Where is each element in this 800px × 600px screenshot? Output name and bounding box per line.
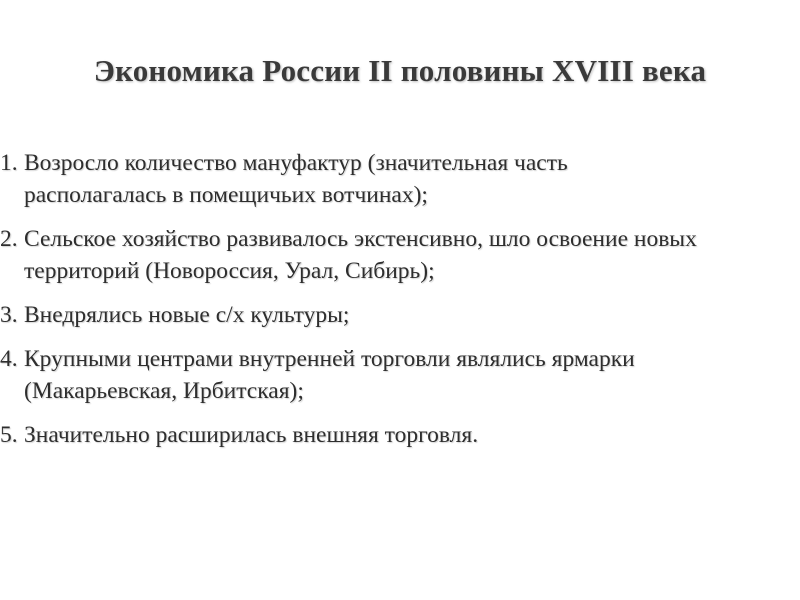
list-item	[0, 343, 760, 407]
list-item-number: 4.	[0, 346, 18, 372]
list-item	[0, 299, 760, 331]
list-item-text: Сельское хозяйство развивалось экстенсивно, шло освоение новых территорий (Новороссия, Урал, Сибирь);	[24, 226, 697, 284]
list-item	[0, 223, 760, 287]
slide-title: Экономика России II половины XVIII века	[93, 53, 707, 88]
list-item-number: 2.	[0, 226, 18, 252]
list-item-text: Внедрялись новые с/х культуры;	[24, 302, 350, 328]
list-item-number: 5.	[0, 422, 18, 448]
economy-points-list	[0, 147, 760, 463]
list-item-text: Возросло количество мануфактур (значительная часть располагалась в помещичьих вотчинах);	[24, 150, 568, 208]
list-item-number: 3.	[0, 302, 18, 328]
list-item-text: Значительно расширилась внешняя торговля.	[24, 422, 479, 448]
list-item	[0, 147, 760, 211]
list-item-text: Крупными центрами внутренней торговли являлись ярмарки (Макарьевская, Ирбитская);	[24, 346, 635, 404]
list-item	[0, 419, 760, 451]
list-item-number: 1.	[0, 150, 18, 176]
